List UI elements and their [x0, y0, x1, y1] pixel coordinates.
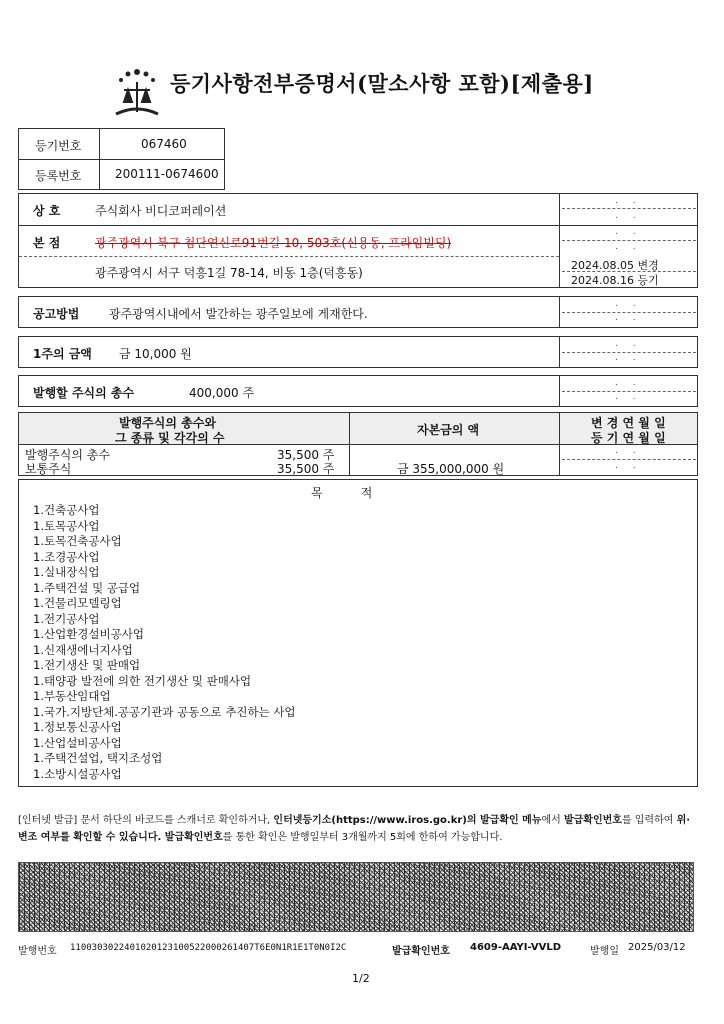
notice-text: [인터넷 발급] 문서 하단의 바코드를 스캐너로 확인하거나, [18, 815, 274, 826]
notice-method-label: 공고방법 [33, 307, 80, 321]
company-label: 상 호 [33, 204, 61, 218]
purpose-item: 1.토목공사업 [33, 518, 100, 533]
issued-shares-table [18, 412, 698, 476]
issue-number: 11003030224010201231005220002614​07T6E0N1R1E1T0N0I2C [70, 943, 347, 953]
par-value-box [18, 336, 698, 368]
purpose-section [18, 479, 698, 787]
issued-total-label: 발행주식의 총수 [25, 448, 110, 462]
purpose-item: 1.전기생산 및 판매업 [33, 658, 141, 672]
notice-method-box [18, 296, 698, 328]
page-number: 1/2 [352, 972, 370, 985]
issued-total-value: 35,500 주 [277, 448, 335, 462]
par-value-label: 1주의 금액 [33, 347, 92, 361]
purpose-item: 1.전기공사업 [33, 611, 100, 626]
par-change-dots: . . [615, 339, 642, 349]
shares-register-dots: . . [615, 461, 642, 471]
purpose-item: 1.신재생에너지사업 [33, 642, 133, 657]
shares-change-dots: . . [615, 446, 642, 456]
purpose-header: 목 적 [311, 486, 373, 500]
purpose-item: 1.부동산임대업 [33, 689, 111, 703]
reg-number-value: 067460 [141, 137, 187, 151]
register-date-header: 등 기 연 월 일 [591, 431, 666, 445]
purpose-item: 1.건축공사업 [33, 503, 100, 517]
capital-header: 자본금의 액 [417, 423, 480, 437]
purpose-item: 1.산업설비공사업 [33, 735, 122, 750]
notice-text: 에서 [541, 815, 564, 826]
corp-number-value: 200111-0674600 [115, 167, 219, 181]
confirm-number: 4609-AAYI-VVLD [470, 942, 562, 953]
purpose-item: 1.실내장식업 [33, 565, 100, 579]
corp-number-label: 등록번호 [35, 169, 82, 183]
notice-text-bold: 위·변조 여부를 확인할 수 있습니다. 발급확인번호 [18, 815, 691, 843]
purpose-item: 1.주택건설업, 택지조성업 [33, 751, 163, 765]
common-shares-label: 보통주식 [25, 462, 72, 476]
notice-text: 를 입력하여 [621, 815, 677, 826]
document-title: 등기사항전부증명서(말소사항 포함)[제출용] [170, 71, 594, 96]
purpose-item: 1.태양광 발전에 의한 전기생산 및 판매사업 [33, 673, 252, 688]
notice-text-bold: 인터넷등기소(https://www.iros.go.kr)의 발급확인 메뉴 [273, 815, 542, 826]
purpose-item: 1.소방시설공사업 [33, 766, 122, 781]
hq-label: 본 점 [33, 236, 61, 250]
authorized-change-dots: . . [615, 378, 642, 388]
authorized-shares-value: 400,000 주 [189, 386, 255, 400]
authorized-register-dots: . . [615, 392, 642, 402]
reg-number-label: 등기번호 [35, 139, 82, 153]
purpose-item: 1.산업환경설비공사업 [33, 627, 144, 641]
hq-old-change-dots: . . [615, 227, 642, 237]
hq-change-date: 2024.08.05 변경 [571, 259, 659, 272]
notice-register-dots: . . [615, 313, 642, 323]
notice-text: 를 통한 확인은 발행일부터 3개월까지 5회에 한하여 가능합니다. [222, 832, 503, 843]
company-register-dots: . . [615, 211, 642, 221]
change-date-header: 변 경 연 월 일 [591, 416, 666, 430]
purpose-item: 1.주택건설 및 공급업 [33, 580, 141, 595]
par-value-amount: 금 10,000 원 [119, 347, 192, 361]
capital-value: 금 355,000,000 원 [397, 462, 505, 476]
purpose-item: 1.정보통신공사업 [33, 720, 122, 734]
purpose-item: 1.조경공사업 [33, 549, 100, 564]
issue-date-label: 발행일 [590, 946, 619, 957]
notice-method-value: 광주광역시내에서 발간하는 광주일보에 게재한다. [109, 307, 368, 321]
hq-old-address: 광주광역시 북구 첨단연신로91번길 10, 503호(신용동, 프라임빌딩) [95, 236, 452, 250]
par-register-dots: . . [615, 353, 642, 363]
issue-number-label: 발행번호 [18, 946, 57, 957]
shares-header-line2: 그 종류 및 각각의 수 [115, 431, 225, 445]
notice-change-dots: . . [615, 299, 642, 309]
authorized-shares-label: 발행할 주식의 총수 [33, 386, 135, 400]
hq-register-date: 2024.08.16 등기 [571, 274, 659, 287]
confirm-number-label: 발급확인번호 [392, 946, 450, 957]
shares-header-line1: 발행주식의 총수와 [119, 416, 216, 430]
hq-old-register-dots: . . [615, 242, 642, 252]
verification-barcode [18, 862, 694, 932]
purpose-item: 1.국가.지방단체.공공기관과 공동으로 추진하는 사업 [33, 704, 296, 719]
authorized-shares-box [18, 375, 698, 407]
verification-notice [18, 812, 693, 846]
notice-text-bold: 발급확인번호 [563, 815, 622, 826]
company-change-dots: . . [615, 196, 642, 206]
purpose-list [33, 502, 296, 781]
issue-date: 2025/03/12 [628, 942, 686, 953]
company-box [18, 193, 698, 288]
company-name: 주식회사 비디코퍼레이션 [95, 204, 227, 218]
purpose-item: 1.건물리모델링업 [33, 596, 122, 610]
court-emblem [108, 60, 166, 122]
hq-new-address: 광주광역시 서구 덕흥1길 78-14, 비동 1층(덕흥동) [95, 266, 363, 280]
common-shares-value: 35,500 주 [277, 462, 335, 476]
purpose-item: 1.토목건축공사업 [33, 534, 122, 548]
registration-number-box [18, 128, 225, 190]
